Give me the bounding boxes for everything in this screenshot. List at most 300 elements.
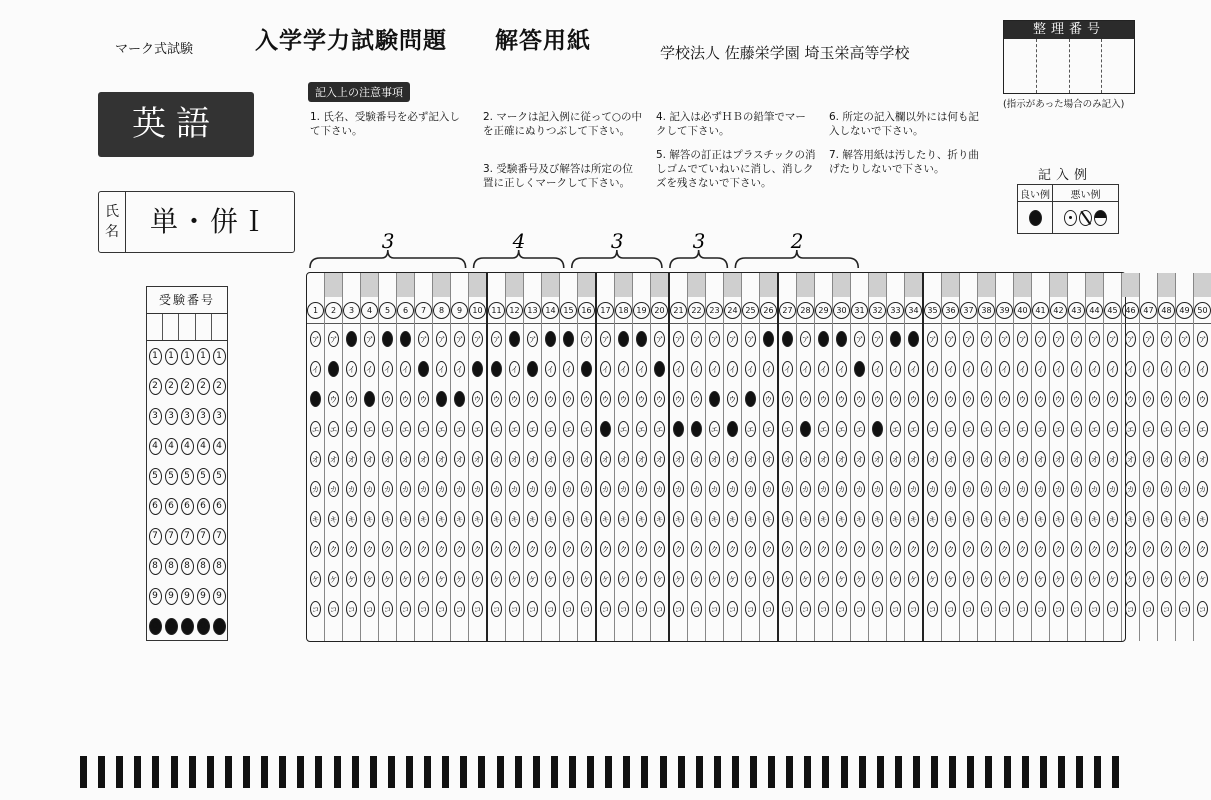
answer-bubble[interactable]: ウ — [800, 391, 811, 407]
answer-bubble[interactable]: コ — [545, 601, 556, 617]
exam-digit-bubble[interactable]: 4 — [165, 438, 178, 455]
exam-digit-bubble[interactable]: 9 — [181, 588, 194, 605]
exam-digit-bubble[interactable]: 3 — [197, 408, 210, 425]
answer-bubble[interactable]: コ — [872, 601, 883, 617]
answer-bubble[interactable]: コ — [346, 601, 357, 617]
answer-bubble[interactable]: エ — [454, 421, 465, 437]
answer-bubble[interactable]: ア — [981, 331, 992, 347]
answer-bubble[interactable]: ウ — [472, 391, 483, 407]
answer-bubble[interactable]: イ — [872, 361, 883, 377]
answer-bubble[interactable]: イ — [691, 361, 702, 377]
answer-bubble[interactable]: エ — [581, 421, 592, 437]
answer-bubble[interactable]: キ — [890, 511, 901, 527]
answer-bubble[interactable]: オ — [1053, 451, 1064, 467]
answer-bubble[interactable]: キ — [1035, 511, 1046, 527]
answer-bubble[interactable]: エ — [800, 421, 811, 437]
answer-bubble[interactable]: コ — [654, 601, 665, 617]
answer-bubble[interactable]: ア — [727, 331, 738, 347]
exam-digit-bubble[interactable]: 7 — [165, 528, 178, 545]
answer-bubble[interactable]: エ — [854, 421, 865, 437]
answer-bubble[interactable]: ケ — [600, 571, 611, 587]
answer-bubble[interactable]: エ — [872, 421, 883, 437]
answer-bubble[interactable]: ア — [1053, 331, 1064, 347]
answer-bubble[interactable]: コ — [1035, 601, 1046, 617]
answer-bubble[interactable]: ア — [1179, 331, 1190, 347]
answer-bubble[interactable]: イ — [963, 361, 974, 377]
answer-bubble[interactable]: コ — [400, 601, 411, 617]
answer-bubble[interactable]: オ — [1179, 451, 1190, 467]
answer-bubble[interactable]: ウ — [346, 391, 357, 407]
answer-bubble[interactable]: ケ — [854, 571, 865, 587]
answer-bubble[interactable]: カ — [1197, 481, 1208, 497]
answer-bubble[interactable]: ケ — [1179, 571, 1190, 587]
answer-bubble[interactable]: ウ — [1125, 391, 1136, 407]
exam-digit-bubble[interactable]: 8 — [181, 558, 194, 575]
exam-digit-bubble[interactable]: 5 — [149, 468, 162, 485]
answer-bubble[interactable]: ケ — [654, 571, 665, 587]
answer-bubble[interactable]: カ — [763, 481, 774, 497]
answer-bubble[interactable]: ケ — [382, 571, 393, 587]
answer-bubble[interactable]: コ — [945, 601, 956, 617]
answer-bubble[interactable]: イ — [745, 361, 756, 377]
answer-bubble[interactable]: コ — [328, 601, 339, 617]
answer-bubble[interactable]: エ — [818, 421, 829, 437]
answer-bubble[interactable]: カ — [454, 481, 465, 497]
answer-bubble[interactable]: カ — [563, 481, 574, 497]
answer-bubble[interactable]: ケ — [763, 571, 774, 587]
answer-bubble[interactable]: コ — [581, 601, 592, 617]
exam-digit-bubble[interactable]: 0 — [165, 618, 178, 635]
answer-bubble[interactable]: イ — [310, 361, 321, 377]
answer-bubble[interactable]: コ — [436, 601, 447, 617]
answer-bubble[interactable]: ケ — [509, 571, 520, 587]
answer-bubble[interactable]: ウ — [1143, 391, 1154, 407]
answer-bubble[interactable]: ア — [527, 331, 538, 347]
answer-bubble[interactable]: ケ — [346, 571, 357, 587]
answer-bubble[interactable]: イ — [1035, 361, 1046, 377]
answer-bubble[interactable]: キ — [691, 511, 702, 527]
answer-bubble[interactable]: カ — [872, 481, 883, 497]
answer-bubble[interactable]: ク — [673, 541, 684, 557]
answer-bubble[interactable]: オ — [836, 451, 847, 467]
answer-bubble[interactable]: エ — [763, 421, 774, 437]
answer-bubble[interactable]: カ — [709, 481, 720, 497]
answer-bubble[interactable]: ア — [800, 331, 811, 347]
answer-bubble[interactable]: ケ — [472, 571, 483, 587]
answer-bubble[interactable]: コ — [745, 601, 756, 617]
answer-bubble[interactable]: オ — [436, 451, 447, 467]
exam-digit-bubble[interactable]: 9 — [165, 588, 178, 605]
answer-bubble[interactable]: ケ — [800, 571, 811, 587]
answer-bubble[interactable]: キ — [618, 511, 629, 527]
answer-bubble[interactable]: オ — [509, 451, 520, 467]
exam-digit-bubble[interactable]: 6 — [165, 498, 178, 515]
answer-bubble[interactable]: エ — [745, 421, 756, 437]
answer-bubble[interactable]: ア — [491, 331, 502, 347]
answer-bubble[interactable]: キ — [418, 511, 429, 527]
exam-digit-bubble[interactable]: 1 — [149, 348, 162, 365]
answer-bubble[interactable]: キ — [472, 511, 483, 527]
exam-digit-bubble[interactable]: 9 — [213, 588, 226, 605]
answer-bubble[interactable]: イ — [1179, 361, 1190, 377]
answer-bubble[interactable]: ケ — [581, 571, 592, 587]
answer-bubble[interactable]: ク — [890, 541, 901, 557]
answer-bubble[interactable]: ア — [709, 331, 720, 347]
answer-bubble[interactable]: エ — [782, 421, 793, 437]
exam-digit-bubble[interactable]: 1 — [213, 348, 226, 365]
answer-bubble[interactable]: エ — [1035, 421, 1046, 437]
answer-bubble[interactable]: ク — [1017, 541, 1028, 557]
answer-bubble[interactable]: コ — [618, 601, 629, 617]
exam-digit-bubble[interactable]: 4 — [213, 438, 226, 455]
answer-bubble[interactable]: オ — [963, 451, 974, 467]
answer-bubble[interactable]: ア — [1143, 331, 1154, 347]
answer-bubble[interactable]: ク — [1053, 541, 1064, 557]
exam-digit-bubble[interactable]: 4 — [149, 438, 162, 455]
answer-bubble[interactable]: キ — [436, 511, 447, 527]
answer-bubble[interactable]: ア — [1161, 331, 1172, 347]
answer-bubble[interactable]: ケ — [782, 571, 793, 587]
answer-bubble[interactable]: カ — [581, 481, 592, 497]
answer-bubble[interactable]: ア — [364, 331, 375, 347]
answer-bubble[interactable]: ア — [382, 331, 393, 347]
answer-bubble[interactable]: キ — [454, 511, 465, 527]
exam-digit-bubble[interactable]: 7 — [181, 528, 194, 545]
answer-bubble[interactable]: コ — [818, 601, 829, 617]
answer-bubble[interactable]: ア — [654, 331, 665, 347]
answer-bubble[interactable]: コ — [691, 601, 702, 617]
exam-digit-bubble[interactable]: 8 — [165, 558, 178, 575]
exam-digit-bubble[interactable]: 2 — [213, 378, 226, 395]
exam-digit-bubble[interactable]: 3 — [181, 408, 194, 425]
answer-bubble[interactable]: ケ — [527, 571, 538, 587]
answer-bubble[interactable]: ア — [927, 331, 938, 347]
answer-bubble[interactable]: オ — [563, 451, 574, 467]
answer-bubble[interactable]: エ — [563, 421, 574, 437]
answer-bubble[interactable]: キ — [927, 511, 938, 527]
answer-bubble[interactable]: キ — [1107, 511, 1118, 527]
answer-bubble[interactable]: ケ — [1053, 571, 1064, 587]
answer-bubble[interactable]: キ — [763, 511, 774, 527]
answer-bubble[interactable]: ク — [400, 541, 411, 557]
answer-bubble[interactable]: コ — [600, 601, 611, 617]
answer-bubble[interactable]: オ — [1089, 451, 1100, 467]
answer-bubble[interactable]: キ — [1017, 511, 1028, 527]
answer-bubble[interactable]: オ — [636, 451, 647, 467]
answer-bubble[interactable]: イ — [1197, 361, 1208, 377]
answer-bubble[interactable]: ケ — [709, 571, 720, 587]
answer-bubble[interactable]: エ — [1179, 421, 1190, 437]
answer-bubble[interactable]: ア — [1017, 331, 1028, 347]
answer-bubble[interactable]: ア — [328, 331, 339, 347]
answer-bubble[interactable]: エ — [981, 421, 992, 437]
answer-bubble[interactable]: ウ — [1161, 391, 1172, 407]
answer-bubble[interactable]: イ — [981, 361, 992, 377]
answer-bubble[interactable]: ウ — [636, 391, 647, 407]
exam-digit-bubble[interactable]: 4 — [181, 438, 194, 455]
answer-bubble[interactable]: コ — [509, 601, 520, 617]
answer-bubble[interactable]: コ — [1053, 601, 1064, 617]
name-field[interactable] — [98, 191, 295, 253]
answer-bubble[interactable]: エ — [472, 421, 483, 437]
answer-bubble[interactable]: ケ — [310, 571, 321, 587]
answer-bubble[interactable]: ク — [1035, 541, 1046, 557]
answer-bubble[interactable]: イ — [673, 361, 684, 377]
exam-digit-bubble[interactable]: 2 — [197, 378, 210, 395]
answer-bubble[interactable]: カ — [1071, 481, 1082, 497]
answer-bubble[interactable]: イ — [382, 361, 393, 377]
answer-bubble[interactable]: ク — [600, 541, 611, 557]
answer-bubble[interactable]: オ — [364, 451, 375, 467]
answer-bubble[interactable]: オ — [1125, 451, 1136, 467]
exam-digit-bubble[interactable]: 2 — [165, 378, 178, 395]
answer-bubble[interactable]: ク — [745, 541, 756, 557]
answer-bubble[interactable]: ア — [346, 331, 357, 347]
answer-bubble[interactable]: エ — [927, 421, 938, 437]
answer-bubble[interactable]: コ — [382, 601, 393, 617]
exam-digit-bubble[interactable]: 5 — [197, 468, 210, 485]
answer-bubble[interactable]: イ — [782, 361, 793, 377]
answer-bubble[interactable]: ケ — [890, 571, 901, 587]
exam-digit-bubble[interactable]: 3 — [165, 408, 178, 425]
answer-bubble[interactable]: キ — [654, 511, 665, 527]
answer-bubble[interactable]: ア — [1197, 331, 1208, 347]
answer-bubble[interactable]: エ — [890, 421, 901, 437]
answer-bubble[interactable]: オ — [310, 451, 321, 467]
answer-bubble[interactable]: イ — [908, 361, 919, 377]
answer-bubble[interactable]: エ — [527, 421, 538, 437]
answer-bubble[interactable]: ア — [1089, 331, 1100, 347]
answer-bubble[interactable]: コ — [981, 601, 992, 617]
answer-bubble[interactable]: ク — [981, 541, 992, 557]
answer-bubble[interactable]: ア — [636, 331, 647, 347]
answer-bubble[interactable]: オ — [600, 451, 611, 467]
answer-bubble[interactable]: オ — [545, 451, 556, 467]
answer-bubble[interactable]: エ — [999, 421, 1010, 437]
answer-bubble[interactable]: キ — [1053, 511, 1064, 527]
answer-bubble[interactable]: オ — [618, 451, 629, 467]
answer-bubble[interactable]: カ — [691, 481, 702, 497]
answer-bubble[interactable]: カ — [400, 481, 411, 497]
answer-bubble[interactable]: イ — [1161, 361, 1172, 377]
answer-bubble[interactable]: エ — [691, 421, 702, 437]
answer-bubble[interactable]: ア — [818, 331, 829, 347]
answer-bubble[interactable]: ア — [908, 331, 919, 347]
answer-bubble[interactable]: エ — [600, 421, 611, 437]
answer-bubble[interactable]: イ — [654, 361, 665, 377]
answer-bubble[interactable]: ア — [600, 331, 611, 347]
answer-bubble[interactable]: ク — [636, 541, 647, 557]
answer-bubble[interactable]: カ — [654, 481, 665, 497]
answer-bubble[interactable]: キ — [1143, 511, 1154, 527]
answer-bubble[interactable]: ク — [527, 541, 538, 557]
answer-bubble[interactable]: オ — [346, 451, 357, 467]
answer-bubble[interactable]: ウ — [1107, 391, 1118, 407]
answer-bubble[interactable]: ア — [963, 331, 974, 347]
answer-bubble[interactable]: コ — [890, 601, 901, 617]
answer-bubble[interactable]: カ — [382, 481, 393, 497]
answer-bubble[interactable]: キ — [908, 511, 919, 527]
answer-bubble[interactable]: コ — [908, 601, 919, 617]
answer-bubble[interactable]: オ — [673, 451, 684, 467]
answer-bubble[interactable]: ク — [963, 541, 974, 557]
answer-bubble[interactable]: コ — [727, 601, 738, 617]
answer-bubble[interactable]: コ — [563, 601, 574, 617]
answer-bubble[interactable]: ケ — [436, 571, 447, 587]
answer-bubble[interactable]: エ — [963, 421, 974, 437]
answer-bubble[interactable]: ウ — [600, 391, 611, 407]
answer-bubble[interactable]: カ — [745, 481, 756, 497]
answer-bubble[interactable]: キ — [709, 511, 720, 527]
answer-bubble[interactable]: ク — [472, 541, 483, 557]
answer-bubble[interactable]: キ — [636, 511, 647, 527]
answer-bubble[interactable]: ウ — [618, 391, 629, 407]
answer-bubble[interactable]: エ — [618, 421, 629, 437]
answer-bubble[interactable]: エ — [545, 421, 556, 437]
answer-bubble[interactable]: ク — [545, 541, 556, 557]
answer-bubble[interactable]: ウ — [436, 391, 447, 407]
answer-bubble[interactable]: オ — [927, 451, 938, 467]
answer-bubble[interactable]: コ — [1125, 601, 1136, 617]
answer-bubble[interactable]: オ — [818, 451, 829, 467]
answer-bubble[interactable]: オ — [491, 451, 502, 467]
answer-bubble[interactable]: コ — [1089, 601, 1100, 617]
answer-bubble[interactable]: コ — [800, 601, 811, 617]
answer-bubble[interactable]: カ — [436, 481, 447, 497]
answer-bubble[interactable]: カ — [364, 481, 375, 497]
answer-bubble[interactable]: ケ — [836, 571, 847, 587]
answer-bubble[interactable]: オ — [1071, 451, 1082, 467]
answer-bubble[interactable]: ケ — [1143, 571, 1154, 587]
answer-bubble[interactable]: ク — [454, 541, 465, 557]
answer-bubble[interactable]: カ — [1107, 481, 1118, 497]
answer-bubble[interactable]: ウ — [818, 391, 829, 407]
answer-bubble[interactable]: イ — [1143, 361, 1154, 377]
answer-bubble[interactable]: ウ — [310, 391, 321, 407]
answer-bubble[interactable]: コ — [527, 601, 538, 617]
answer-bubble[interactable]: ク — [763, 541, 774, 557]
answer-bubble[interactable]: ク — [1143, 541, 1154, 557]
answer-bubble[interactable]: ク — [328, 541, 339, 557]
answer-bubble[interactable]: キ — [1071, 511, 1082, 527]
answer-bubble[interactable]: コ — [1179, 601, 1190, 617]
answer-bubble[interactable]: ケ — [1017, 571, 1028, 587]
exam-digit-bubble[interactable]: 1 — [165, 348, 178, 365]
exam-digit-bubble[interactable]: 9 — [149, 588, 162, 605]
answer-bubble[interactable]: コ — [963, 601, 974, 617]
answer-bubble[interactable]: ケ — [545, 571, 556, 587]
answer-bubble[interactable]: コ — [636, 601, 647, 617]
exam-digit-bubble[interactable]: 5 — [181, 468, 194, 485]
exam-digit-bubble[interactable]: 0 — [149, 618, 162, 635]
answer-bubble[interactable]: ク — [1161, 541, 1172, 557]
answer-bubble[interactable]: オ — [581, 451, 592, 467]
answer-bubble[interactable]: カ — [1143, 481, 1154, 497]
answer-bubble[interactable]: オ — [727, 451, 738, 467]
answer-bubble[interactable]: コ — [491, 601, 502, 617]
answer-bubble[interactable]: オ — [854, 451, 865, 467]
answer-bubble[interactable]: エ — [310, 421, 321, 437]
exam-digit-bubble[interactable]: 6 — [181, 498, 194, 515]
exam-digit-bubble[interactable]: 7 — [213, 528, 226, 545]
answer-bubble[interactable]: イ — [1053, 361, 1064, 377]
answer-bubble[interactable]: ク — [1197, 541, 1208, 557]
answer-bubble[interactable]: キ — [818, 511, 829, 527]
answer-bubble[interactable]: ア — [1107, 331, 1118, 347]
answer-bubble[interactable]: ケ — [491, 571, 502, 587]
answer-bubble[interactable]: ク — [854, 541, 865, 557]
answer-bubble[interactable]: イ — [581, 361, 592, 377]
answer-bubble[interactable]: カ — [963, 481, 974, 497]
answer-bubble[interactable]: ケ — [908, 571, 919, 587]
answer-bubble[interactable]: エ — [1161, 421, 1172, 437]
answer-bubble[interactable]: キ — [872, 511, 883, 527]
answer-bubble[interactable]: ケ — [636, 571, 647, 587]
answer-bubble[interactable]: コ — [418, 601, 429, 617]
answer-bubble[interactable]: ク — [908, 541, 919, 557]
answer-bubble[interactable]: エ — [400, 421, 411, 437]
answer-bubble[interactable]: ケ — [1197, 571, 1208, 587]
answer-bubble[interactable]: キ — [364, 511, 375, 527]
answer-bubble[interactable]: イ — [436, 361, 447, 377]
answer-bubble[interactable]: ウ — [563, 391, 574, 407]
exam-digit-bubble[interactable]: 3 — [213, 408, 226, 425]
answer-bubble[interactable]: イ — [1089, 361, 1100, 377]
answer-bubble[interactable]: ア — [945, 331, 956, 347]
answer-bubble[interactable]: カ — [1179, 481, 1190, 497]
answer-bubble[interactable]: コ — [364, 601, 375, 617]
answer-bubble[interactable]: キ — [999, 511, 1010, 527]
answer-bubble[interactable]: カ — [545, 481, 556, 497]
answer-bubble[interactable]: イ — [563, 361, 574, 377]
answer-bubble[interactable]: カ — [1089, 481, 1100, 497]
answer-bubble[interactable]: エ — [1089, 421, 1100, 437]
answer-bubble[interactable]: ウ — [527, 391, 538, 407]
answer-bubble[interactable]: ク — [1089, 541, 1100, 557]
answer-bubble[interactable]: カ — [945, 481, 956, 497]
answer-bubble[interactable]: カ — [981, 481, 992, 497]
answer-bubble[interactable]: キ — [491, 511, 502, 527]
answer-bubble[interactable]: ク — [364, 541, 375, 557]
exam-digit-bubble[interactable]: 0 — [213, 618, 226, 635]
answer-bubble[interactable]: カ — [636, 481, 647, 497]
exam-digit-bubble[interactable]: 2 — [149, 378, 162, 395]
answer-bubble[interactable]: コ — [763, 601, 774, 617]
answer-bubble[interactable]: ウ — [382, 391, 393, 407]
answer-bubble[interactable]: イ — [1017, 361, 1028, 377]
answer-bubble[interactable]: ア — [872, 331, 883, 347]
answer-bubble[interactable]: キ — [1125, 511, 1136, 527]
answer-bubble[interactable]: カ — [1161, 481, 1172, 497]
answer-bubble[interactable]: オ — [1107, 451, 1118, 467]
answer-bubble[interactable]: ア — [854, 331, 865, 347]
answer-bubble[interactable]: オ — [527, 451, 538, 467]
answer-bubble[interactable]: ア — [782, 331, 793, 347]
answer-bubble[interactable]: コ — [1197, 601, 1208, 617]
answer-bubble[interactable]: オ — [1143, 451, 1154, 467]
answer-bubble[interactable]: ウ — [454, 391, 465, 407]
answer-bubble[interactable]: ケ — [364, 571, 375, 587]
answer-bubble[interactable]: カ — [310, 481, 321, 497]
answer-bubble[interactable]: エ — [418, 421, 429, 437]
answer-bubble[interactable]: キ — [800, 511, 811, 527]
answer-bubble[interactable]: ウ — [581, 391, 592, 407]
answer-bubble[interactable]: ア — [1125, 331, 1136, 347]
answer-bubble[interactable]: コ — [1143, 601, 1154, 617]
answer-bubble[interactable]: キ — [727, 511, 738, 527]
answer-bubble[interactable]: ア — [418, 331, 429, 347]
answer-bubble[interactable]: オ — [654, 451, 665, 467]
